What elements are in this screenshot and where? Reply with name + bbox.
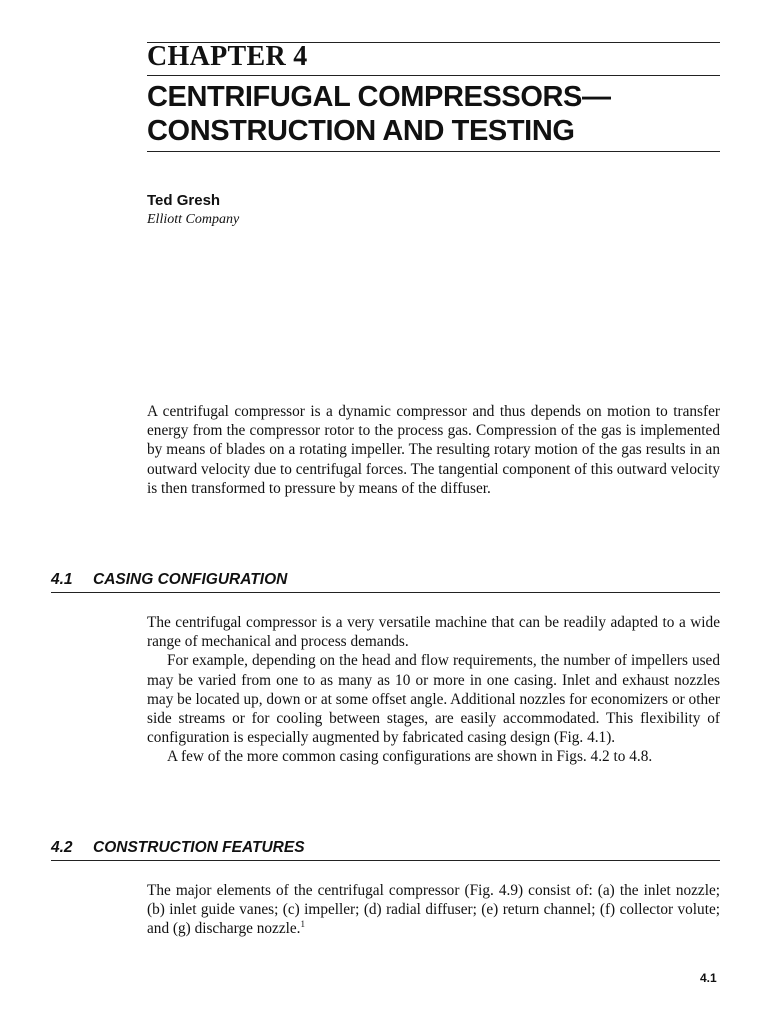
intro-text — [147, 402, 720, 498]
body-paragraph: For example, depending on the head and flow requirements, the number of impellers used may be varied from one to as many as 10 or more in one casing. Inlet and exhaust nozzles may be located up, down or at some offset angle. Additional nozzles for economizers or other side streams or for cooling between stages, are easily accommodated. This flexibility of configuration is especially augmented by fabricated casing design (Fig. 4.1). — [147, 652, 720, 747]
chapter-title — [147, 80, 727, 148]
intro-paragraph: A centrifugal compressor is a dynamic compressor and thus depends on motion to transfer energy from the compressor rotor to the process gas. Compression of the gas is implemented by means of blades on a rotating impeller. The resulting rotary motion of the gas results in an outward velocity due to centrifugal forces. The tangential component of this outward velocity is then transformed to pressure by means of the diffuser. — [147, 403, 720, 497]
section-title: CASING CONFIGURATION — [93, 571, 288, 588]
chapter-label: CHAPTER 4 — [147, 41, 308, 72]
chapter-rule — [147, 75, 720, 76]
footnote-reference[interactable]: 1 — [300, 919, 305, 930]
section-number: 4.2 — [51, 839, 73, 856]
chapter-title-line-2: CONSTRUCTION AND TESTING — [147, 115, 575, 147]
section-4-2-body — [147, 881, 720, 939]
section-rule — [51, 860, 720, 861]
section-rule — [51, 592, 720, 593]
paragraph-text: The major elements of the centrifugal compressor (Fig. 4.9) consist of: (a) the inlet nozzle; (b) inlet guide vanes; (c) impeller; (d) radial diffuser; (e) return channel; (f) collector volute; and (g) discharge nozzle. — [147, 882, 720, 938]
chapter-title-line-1: CENTRIFUGAL COMPRESSORS— — [147, 81, 611, 113]
author-affiliation: Elliott Company — [147, 212, 240, 227]
title-bottom-rule — [147, 151, 720, 152]
section-number: 4.1 — [51, 571, 73, 588]
page-number: 4.1 — [700, 971, 717, 985]
section-4-1-body — [147, 613, 720, 767]
author-name: Ted Gresh — [147, 192, 221, 209]
body-paragraph: The centrifugal compressor is a very versatile machine that can be readily adapted to a wide range of mechanical and process demands. — [147, 614, 720, 651]
body-paragraph: A few of the more common casing configurations are shown in Figs. 4.2 to 4.8. — [167, 748, 653, 766]
section-heading-4-2 — [51, 838, 305, 858]
section-title: CONSTRUCTION FEATURES — [93, 839, 305, 856]
body-paragraph — [147, 881, 720, 939]
section-heading-4-1 — [51, 570, 287, 590]
